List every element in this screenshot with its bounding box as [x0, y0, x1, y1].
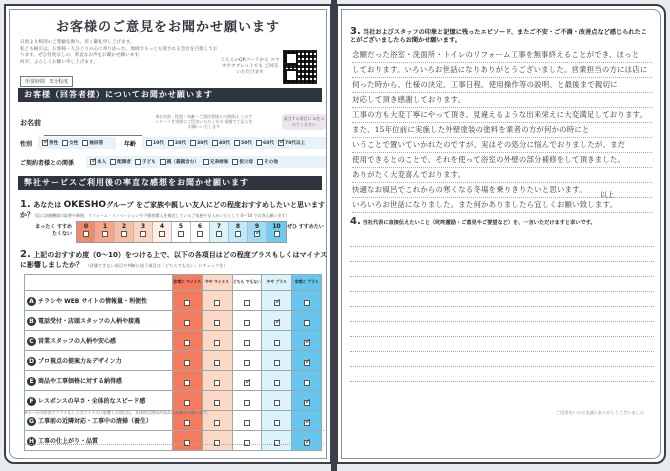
matrix-cell[interactable]	[232, 371, 262, 391]
matrix-row-label	[25, 311, 173, 331]
impact-matrix	[24, 274, 322, 451]
handwritten-signoff: 以上	[600, 191, 614, 199]
checkbox[interactable]	[304, 340, 310, 346]
checkbox[interactable]	[159, 231, 165, 237]
scale-number: 9	[254, 223, 260, 230]
checkbox[interactable]	[184, 340, 190, 346]
instruction-box: 該当する項目に ☑をつけてください	[282, 114, 326, 130]
checkbox[interactable]	[214, 400, 220, 406]
checkbox[interactable]	[214, 320, 220, 326]
checkbox[interactable]	[62, 140, 68, 146]
checkbox[interactable]	[244, 400, 250, 406]
relation-options	[86, 156, 326, 168]
question-text: グループ をご家族や親しい友人にどの程度おすすめしたいと思いますか？	[20, 201, 326, 219]
matrix-cell[interactable]	[292, 391, 322, 411]
answer-line[interactable]	[350, 366, 654, 367]
checkbox[interactable]	[184, 400, 190, 406]
scale-option-8[interactable]	[229, 222, 248, 242]
matrix-cell[interactable]	[232, 331, 262, 351]
matrix-column-header: 非常に マイナス	[172, 275, 202, 291]
question-text: 当社代表に直接伝えたいこと（叱咤激励・ご意見やご要望など）を、一言いただけますと幸いです。	[362, 220, 596, 226]
matrix-cell[interactable]	[262, 311, 292, 331]
question-4	[350, 216, 655, 227]
question-1-note: （仮に設備機器の取替や修理、リフォーム・リノベーションや不動産購入を検討しているご家族や友人がいたとして 0〜10 でお答え願います）	[32, 213, 290, 218]
matrix-cell[interactable]	[172, 371, 202, 391]
matrix-cell[interactable]	[292, 371, 322, 391]
question-number: 1.	[20, 199, 31, 210]
checkbox[interactable]	[160, 159, 166, 165]
checkbox[interactable]	[235, 231, 241, 237]
scale-number: 2	[121, 223, 127, 230]
checkbox[interactable]	[244, 340, 250, 346]
relation-option-grandparent[interactable]	[232, 159, 253, 165]
matrix-column-header: やや プラス	[262, 275, 292, 291]
checkbox[interactable]	[304, 440, 310, 446]
checkbox[interactable]	[274, 400, 280, 406]
letter-badge-icon: A	[27, 297, 36, 306]
matrix-column-header: 非常に プラス	[292, 275, 322, 291]
checkbox[interactable]	[274, 360, 280, 366]
checkbox[interactable]	[274, 380, 280, 386]
scale-number: 5	[178, 223, 184, 230]
matrix-cell[interactable]	[292, 351, 322, 371]
option-label: 70代以上	[285, 141, 306, 146]
checkbox[interactable]	[214, 340, 220, 346]
name-field[interactable]	[44, 128, 142, 136]
gender-option-none[interactable]	[82, 140, 103, 146]
recommendation-scale	[76, 221, 287, 243]
checkbox[interactable]	[304, 420, 310, 426]
matrix-cell[interactable]	[262, 351, 292, 371]
matrix-cell[interactable]	[232, 351, 262, 371]
intro-line: 何卒、よろしくお願い申し上げます。	[20, 59, 98, 65]
option-label: 祖父母	[239, 160, 254, 165]
matrix-cell[interactable]	[232, 431, 262, 451]
age-option-70plus[interactable]	[278, 140, 305, 146]
matrix-cell[interactable]	[262, 371, 292, 391]
relation-label: ご契約者様との関係	[20, 160, 75, 167]
question-2	[20, 250, 330, 271]
scale-number: 0	[83, 223, 89, 230]
matrix-cell[interactable]	[262, 431, 292, 451]
checkbox[interactable]	[244, 420, 250, 426]
checkbox[interactable]	[244, 380, 250, 386]
option-label: 本人	[97, 160, 107, 165]
option-label: 男性	[49, 141, 59, 146]
qr-caption: こちらのQRコードから スマホやタブレットでも ご回答いただけます	[220, 58, 280, 75]
checkbox[interactable]	[135, 159, 141, 165]
scale-left-label: まったく すすめたくない	[35, 224, 72, 237]
scale-right-label: ぜひ すすめたい	[287, 224, 324, 230]
checkbox[interactable]	[304, 400, 310, 406]
privacy-note: ※お名前・性別・年齢・ご契約者様との関係は このアンケートを実際にご回答いただく方の 情報でご記入をお願いいたします	[155, 114, 253, 130]
scale-option-3[interactable]	[134, 222, 153, 242]
checkbox[interactable]	[304, 320, 310, 326]
checkbox[interactable]	[214, 300, 220, 306]
checkbox[interactable]	[216, 231, 222, 237]
intro-line: 日頃より格別のご愛顧を賜り、厚く御礼申し上げます。	[20, 40, 135, 45]
checkbox[interactable]	[146, 140, 152, 146]
checkbox[interactable]	[234, 140, 240, 146]
answer-line[interactable]	[350, 321, 654, 322]
matrix-row-label	[25, 351, 173, 371]
checkbox[interactable]	[197, 231, 203, 237]
checkbox[interactable]	[184, 420, 190, 426]
option-label: 親（義親含む）	[166, 160, 199, 165]
handwritten-line: 伺った時から、仕様の決定、工事日程、使用操作等の説明、と最後まで親切に	[352, 78, 652, 93]
option-label: 10代	[153, 141, 164, 146]
scale-number: 10	[272, 223, 281, 230]
answer-line[interactable]	[350, 291, 654, 292]
scale-number: 4	[159, 223, 165, 230]
handwritten-line: しております。いろいろお世話になりありがとうございました。営業担当の方には店に	[352, 63, 652, 78]
relation-option-sibling[interactable]	[203, 159, 228, 165]
matrix-row	[25, 291, 322, 311]
scale-number: 7	[216, 223, 222, 230]
age-options	[142, 137, 326, 149]
checkbox[interactable]	[184, 380, 190, 386]
checkbox[interactable]	[214, 380, 220, 386]
matrix-row	[25, 331, 322, 351]
checkbox[interactable]	[168, 140, 174, 146]
matrix-column-header: どちら でもない	[232, 275, 262, 291]
checkbox[interactable]	[212, 140, 218, 146]
checkbox[interactable]	[90, 159, 96, 165]
letter-badge-icon: H	[28, 437, 35, 445]
letter-badge-icon: D	[27, 357, 36, 366]
checkbox[interactable]	[254, 231, 260, 237]
matrix-corner	[25, 275, 173, 291]
matrix-cell[interactable]	[262, 391, 292, 411]
age-label: 年齢	[124, 141, 137, 148]
option-label: 20代	[175, 141, 186, 146]
matrix-cell[interactable]	[172, 391, 202, 411]
option-label: 子ども	[142, 160, 156, 165]
gender-option-male[interactable]	[42, 140, 58, 146]
relation-option-child[interactable]	[135, 159, 156, 165]
left-page	[4, 4, 332, 464]
question-number: 4.	[350, 216, 361, 227]
intro-text	[20, 40, 220, 66]
answer-line[interactable]	[350, 306, 654, 307]
checkbox[interactable]	[184, 300, 190, 306]
scale-option-6[interactable]	[191, 222, 210, 242]
matrix-cell[interactable]	[232, 291, 262, 311]
question-number: 2.	[20, 249, 31, 260]
option-label: 配偶者	[117, 160, 131, 165]
letter-badge-icon: B	[27, 317, 36, 326]
matrix-cell[interactable]	[172, 311, 202, 331]
checkbox[interactable]	[184, 360, 190, 366]
checkbox[interactable]	[278, 140, 284, 146]
page-title: お客様のご意見をお聞かせ願います	[55, 20, 280, 35]
matrix-row	[25, 311, 322, 331]
scale-option-2[interactable]	[115, 222, 134, 242]
checkbox[interactable]	[42, 140, 48, 146]
letter-badge-icon: F	[27, 397, 36, 406]
matrix-cell[interactable]	[262, 411, 292, 431]
impressions-section-header: 弊社サービスご利用後の率直な感想をお聞かせ願います	[18, 176, 322, 190]
checkbox[interactable]	[274, 420, 280, 426]
matrix-cell[interactable]	[172, 331, 202, 351]
row-label-text: 商品や工事価格に対する納得感	[38, 377, 123, 385]
letter-badge-icon: G	[27, 417, 36, 426]
age-option-60s[interactable]	[256, 140, 274, 146]
checkbox[interactable]	[244, 300, 250, 306]
matrix-row-label	[25, 331, 173, 351]
matrix-row-label	[25, 391, 173, 411]
checkbox[interactable]	[102, 231, 108, 237]
matrix-cell[interactable]	[292, 411, 322, 431]
age-option-10s[interactable]	[146, 140, 164, 146]
option-label: 兄弟姉妹	[209, 160, 229, 165]
handwritten-line: 念願だった浴室・洗面所・トイレのリフォーム工事を無事終えることができ、ほっと	[352, 48, 652, 63]
answer-line[interactable]	[24, 458, 324, 459]
scale-option-1[interactable]	[96, 222, 115, 242]
respondent-section-header: お客様（回答者様）についてお聞かせ願います	[18, 88, 322, 102]
checkbox[interactable]	[274, 320, 280, 326]
matrix-column-header: やや マイナス	[202, 275, 232, 291]
relation-option-spouse[interactable]	[110, 159, 131, 165]
matrix-cell[interactable]	[232, 411, 262, 431]
checkbox[interactable]	[274, 231, 280, 237]
matrix-cell[interactable]	[202, 371, 232, 391]
matrix-row	[25, 391, 322, 411]
question-3	[350, 28, 650, 45]
matrix-cell[interactable]	[292, 291, 322, 311]
handwritten-line: 使用できるとのことで、それを使って浴室の外壁の部分補修をして頂きました。	[352, 153, 652, 168]
checkbox[interactable]	[190, 140, 196, 146]
relation-option-parent[interactable]	[160, 159, 199, 165]
checkbox[interactable]	[140, 231, 146, 237]
matrix-cell[interactable]	[232, 391, 262, 411]
checkbox[interactable]	[244, 320, 250, 326]
matrix-cell[interactable]	[202, 331, 232, 351]
option-label: 60代	[263, 141, 274, 146]
age-option-20s[interactable]	[168, 140, 186, 146]
checkbox[interactable]	[274, 440, 280, 446]
row-label-text: プロ視点の提案力＆デザイン力	[38, 357, 122, 365]
checkbox[interactable]	[110, 159, 116, 165]
duration-badge: 所要時間 5分程度	[20, 76, 73, 87]
scale-option-7[interactable]	[210, 222, 229, 242]
question-text: あなたは	[33, 201, 62, 209]
answer-line[interactable]	[350, 261, 654, 262]
letter-badge-icon: C	[27, 337, 36, 346]
checkbox[interactable]	[214, 440, 220, 446]
question-text: 上記のおすすめ度（0〜10）をつける上で、以下の各項目はどの程度プラスもしくはマイナスに影響しましたか？	[20, 251, 328, 269]
letter-badge-icon: E	[27, 377, 36, 386]
checkbox[interactable]	[214, 360, 220, 366]
matrix-cell[interactable]	[202, 351, 232, 371]
brand-name: OKESHO	[63, 200, 107, 210]
scale-number: 3	[140, 223, 146, 230]
matrix-cell[interactable]	[202, 311, 232, 331]
question-subtext: （評価できない項目や判断に迷う項目は「どちらでもない」にチェックを）	[85, 263, 228, 268]
checkbox[interactable]	[304, 360, 310, 366]
scale-option-5[interactable]	[172, 222, 191, 242]
answer-line[interactable]	[24, 444, 324, 445]
relation-option-other[interactable]	[257, 159, 278, 165]
answer-line[interactable]	[350, 336, 654, 337]
answer-line[interactable]	[24, 430, 324, 431]
handwritten-answer[interactable]	[352, 48, 652, 213]
checkbox[interactable]	[257, 159, 263, 165]
scale-option-4[interactable]	[153, 222, 172, 242]
matrix-row	[25, 431, 322, 451]
checkbox[interactable]	[214, 420, 220, 426]
handwritten-line: いうことで置いていかれたのですが、実はその処分に悩んでおりましたが、まだ	[352, 138, 652, 153]
handwritten-line: また、15年位前に実施した外壁塗装の塗料を業者の方が何かの時にと	[352, 123, 652, 138]
checkbox[interactable]	[244, 440, 250, 446]
matrix-row-label	[25, 431, 173, 451]
scale-option-10[interactable]	[267, 222, 286, 242]
checkbox[interactable]	[304, 300, 310, 306]
matrix-cell[interactable]	[172, 351, 202, 371]
scale-number: 6	[197, 223, 203, 230]
scale-number: 1	[102, 223, 108, 230]
option-label: 50代	[241, 141, 252, 146]
checkbox[interactable]	[274, 340, 280, 346]
gender-option-female[interactable]	[62, 140, 78, 146]
option-label: 30代	[197, 141, 208, 146]
row-label-text: レスポンスの早さ・全体的なスピード感	[38, 397, 146, 405]
checkbox[interactable]	[232, 159, 238, 165]
answer-line[interactable]	[350, 381, 654, 382]
handwritten-line: 対応して頂き感謝しております。	[352, 93, 652, 108]
matrix-cell[interactable]	[202, 291, 232, 311]
checkbox[interactable]	[203, 159, 209, 165]
matrix-footnote: ※Ⓐ〜Ⓗの回答でプラスもしくはマイナスに影響した項目は、具体的な理由があればお聞かせ願います。	[24, 410, 211, 415]
matrix-cell[interactable]	[232, 311, 262, 331]
row-label-text: 電話受付・店頭スタッフの人柄や接遇	[38, 317, 141, 325]
matrix-row-label	[25, 371, 173, 391]
checkbox[interactable]	[184, 440, 190, 446]
checkbox[interactable]	[274, 300, 280, 306]
gender-label: 性別	[20, 141, 33, 148]
answer-line[interactable]	[350, 276, 654, 277]
checkbox[interactable]	[82, 140, 88, 146]
age-option-40s[interactable]	[212, 140, 230, 146]
name-label: お名前	[20, 119, 41, 127]
question-number: 3.	[350, 26, 361, 37]
option-label: 無回答	[89, 141, 104, 146]
matrix-cell[interactable]	[292, 431, 322, 451]
question-text: 当社およびスタッフの印象と記憶に残ったエピソード、またご不安・ご不満・改善点など感じられたことがございましたらお聞かせ願います。	[350, 29, 647, 44]
handwritten-line: 工事の方も大変丁寧にやって頂き、見違えるような出来栄えに大変満足しております。	[352, 108, 652, 123]
matrix-row	[25, 351, 322, 371]
row-label-text: 工事前の近隣対応・工事中の清掃（養生）	[38, 417, 153, 425]
checkbox[interactable]	[304, 380, 310, 386]
row-label-text: チラシや WEB サイトの情報量・利便性	[38, 297, 148, 305]
intro-line: 私ども桶庄は、お客様一人ひとりの心に寄り添った、地域でもっとも愛される会社を目指しております。ぜひ忖度なしの、率直なお声をお聞かせ願います。	[20, 46, 218, 59]
thanks-note: ご回答をいただき誠にありがとうございました	[556, 410, 644, 415]
gender-options	[38, 137, 116, 149]
option-label: その他	[264, 160, 278, 165]
matrix-cell[interactable]	[172, 291, 202, 311]
right-page	[336, 4, 666, 464]
matrix-row	[25, 371, 322, 391]
age-option-30s[interactable]	[190, 140, 208, 146]
option-label: 40代	[219, 141, 230, 146]
scale-number: 8	[235, 223, 241, 230]
matrix-cell[interactable]	[292, 311, 322, 331]
matrix-row-label	[25, 291, 173, 311]
matrix-cell[interactable]	[292, 331, 322, 351]
matrix-cell[interactable]	[172, 431, 202, 451]
checkbox[interactable]	[184, 320, 190, 326]
scale-option-9[interactable]	[248, 222, 267, 242]
matrix-cell[interactable]	[262, 291, 292, 311]
matrix-cell[interactable]	[262, 331, 292, 351]
relation-option-self[interactable]	[90, 159, 106, 165]
handwritten-line: いろいろお世話になりました。また何かありましたら宜しくお願い致します。	[352, 198, 652, 213]
qr-code-icon[interactable]	[283, 50, 317, 84]
answer-line[interactable]	[350, 351, 654, 352]
checkbox[interactable]	[244, 360, 250, 366]
checkbox[interactable]	[121, 231, 127, 237]
checkbox[interactable]	[256, 140, 262, 146]
option-label: 女性	[69, 141, 79, 146]
matrix-cell[interactable]	[202, 431, 232, 451]
scale-option-0[interactable]	[77, 222, 96, 242]
age-option-50s[interactable]	[234, 140, 252, 146]
matrix-cell[interactable]	[202, 391, 232, 411]
handwritten-line: ありがたく大変喜んでおります。	[352, 168, 652, 183]
checkbox[interactable]	[83, 231, 89, 237]
handwritten-line: 快適なお風呂でこれからの寒くなる冬場を乗りきりたいと思います。	[352, 183, 652, 198]
checkbox[interactable]	[178, 231, 184, 237]
answer-line[interactable]	[350, 246, 654, 247]
row-label-text: 営業スタッフの人柄や安心感	[38, 337, 117, 345]
row-label-text: 工事の仕上がり・品質	[38, 437, 99, 445]
